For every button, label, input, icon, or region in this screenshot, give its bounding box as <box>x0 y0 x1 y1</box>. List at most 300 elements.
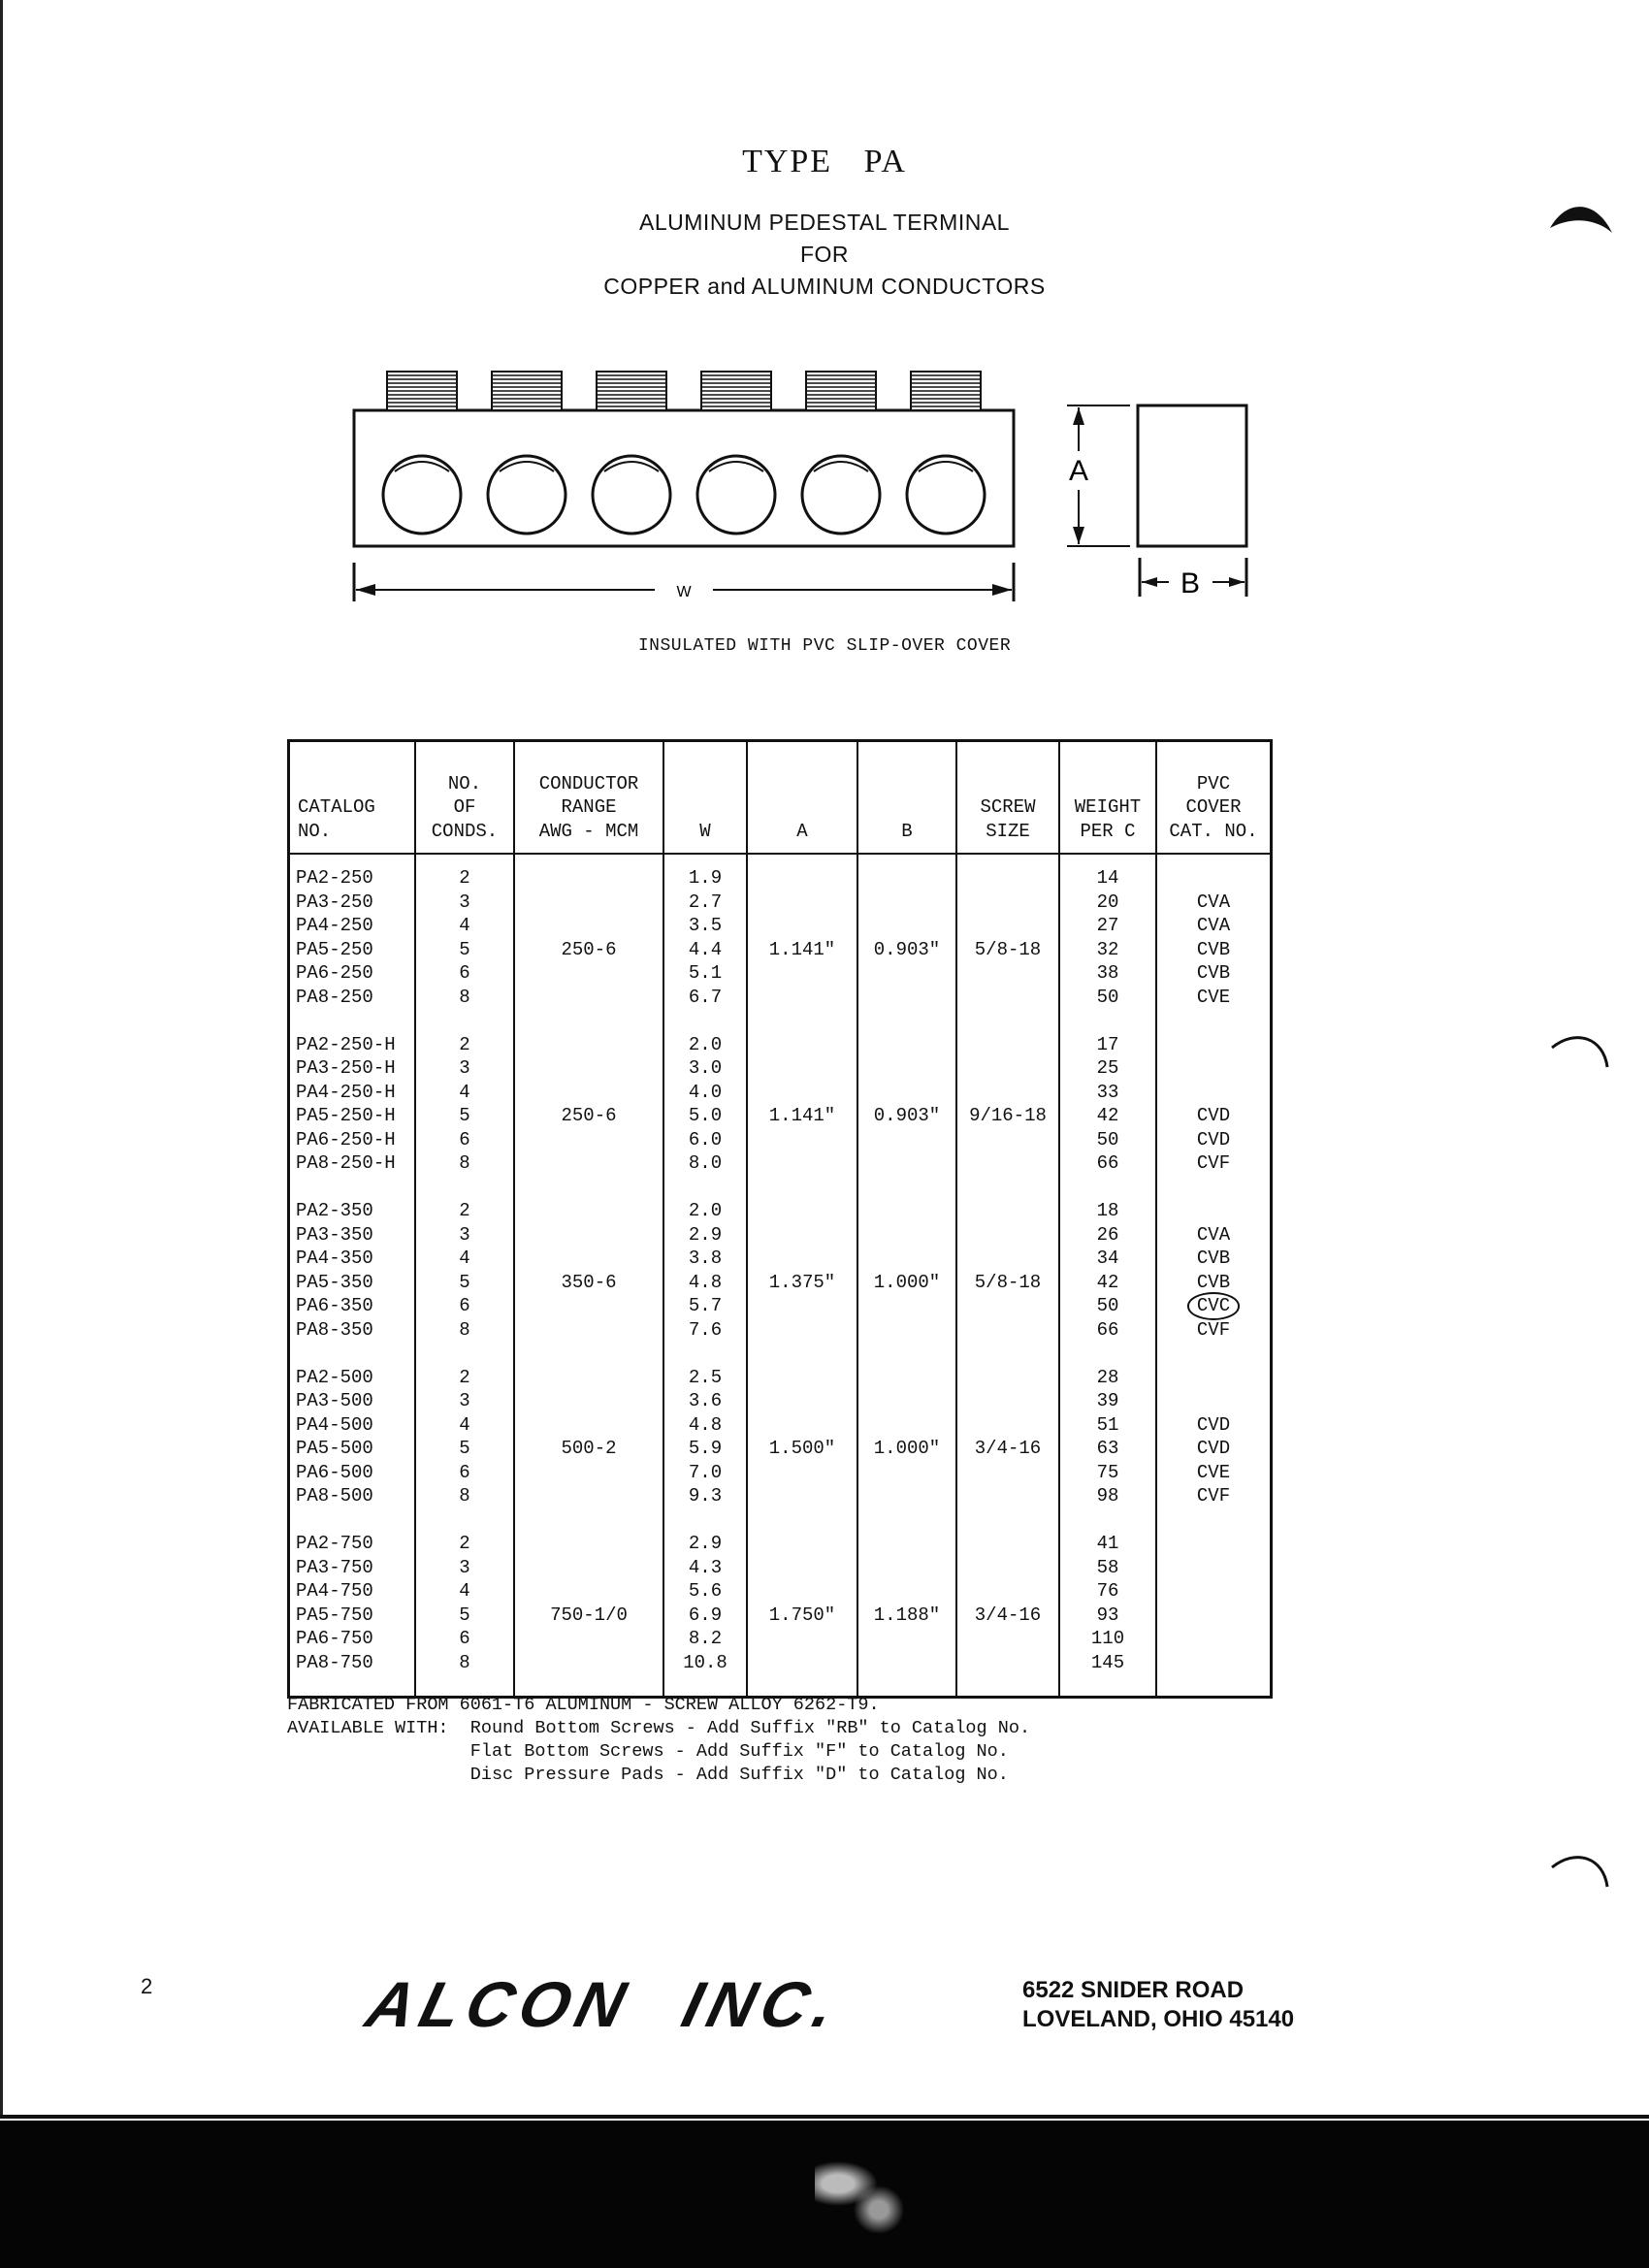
empty-cell <box>963 1247 1052 1271</box>
empty-cell <box>963 1556 1052 1580</box>
cell-range: 250-6 <box>561 938 617 960</box>
cell-catalog: PA6-750 <box>296 1628 373 1649</box>
table-body-row <box>289 854 1272 1698</box>
cell-catalog: PA4-350 <box>296 1247 373 1269</box>
cell-screw: 5/8-18 <box>974 1271 1042 1293</box>
scan-edge-rule <box>0 2115 1649 2119</box>
cell-weight: 58 <box>1096 1556 1119 1578</box>
cell-weight: 20 <box>1096 891 1119 913</box>
terminal-diagram <box>344 359 1276 611</box>
empty-cell <box>864 1199 950 1223</box>
cell-weight: 32 <box>1096 938 1119 960</box>
cell-conds: 3 <box>459 1057 470 1079</box>
group-spacer <box>963 1342 1052 1366</box>
empty-cell <box>521 1056 657 1081</box>
cell-weight: 18 <box>1096 1200 1119 1221</box>
cell-w: 8.0 <box>688 1152 723 1174</box>
empty-cell <box>963 961 1052 986</box>
cell-catalog: PA5-750 <box>296 1604 373 1626</box>
cell-pvc: CVD <box>1196 1413 1231 1436</box>
empty-cell <box>754 1056 851 1081</box>
column-a <box>747 854 857 1698</box>
diagram-caption: INSULATED WITH PVC SLIP-OVER COVER <box>637 636 1012 656</box>
empty-cell <box>864 914 950 938</box>
cell-catalog: PA5-250 <box>296 938 373 960</box>
cell-w: 4.0 <box>688 1081 723 1103</box>
cell-conds: 4 <box>459 915 470 936</box>
cell-w: 4.8 <box>688 1413 723 1436</box>
group-spacer <box>670 1009 740 1033</box>
group-spacer <box>1163 1176 1264 1200</box>
group-spacer <box>296 1009 408 1033</box>
group-spacer <box>864 1176 950 1200</box>
empty-cell <box>521 1366 657 1390</box>
cell-conds: 8 <box>459 1318 470 1341</box>
cell-weight: 51 <box>1096 1413 1119 1436</box>
cell-conds: 6 <box>459 1461 470 1483</box>
group-spacer <box>670 1508 740 1533</box>
empty-cell <box>864 1366 950 1390</box>
screw-icon <box>806 372 876 410</box>
empty-cell <box>754 1556 851 1580</box>
cell-weight: 26 <box>1096 1223 1119 1246</box>
cell-a: 1.750" <box>768 1604 836 1626</box>
empty-cell <box>963 1081 1052 1105</box>
cell-w: 2.0 <box>688 1033 723 1055</box>
cell-pvc <box>1163 1366 1264 1390</box>
subtitle-line-3: COPPER and ALUMINUM CONDUCTORS <box>603 274 1046 299</box>
cell-catalog: PA6-250-H <box>296 1128 396 1150</box>
group-spacer <box>1163 1009 1264 1033</box>
empty-cell <box>864 1579 950 1604</box>
conductor-hole-icon <box>488 456 566 534</box>
empty-cell <box>754 1627 851 1651</box>
cell-weight: 27 <box>1096 915 1119 936</box>
cell-catalog: PA2-750 <box>296 1533 373 1554</box>
empty-cell <box>864 1151 950 1176</box>
cell-w: 9.3 <box>688 1485 723 1507</box>
cell-pvc <box>1163 1556 1264 1580</box>
group-spacer <box>422 1009 507 1033</box>
empty-cell <box>963 866 1052 891</box>
empty-cell <box>864 986 950 1010</box>
cell-conds: 3 <box>459 1223 470 1246</box>
empty-cell <box>963 1151 1052 1176</box>
empty-cell <box>521 866 657 891</box>
side-view <box>1067 405 1246 599</box>
header-conds: NO. OF CONDS. <box>415 741 514 855</box>
empty-cell <box>754 1651 851 1675</box>
cell-conds: 6 <box>459 1628 470 1649</box>
group-spacer <box>296 1342 408 1366</box>
cell-a: 1.500" <box>768 1438 836 1459</box>
header-screw: SCREW SIZE <box>956 741 1059 855</box>
cell-weight: 28 <box>1096 1366 1119 1388</box>
cell-screw: 3/4-16 <box>974 1438 1042 1459</box>
dimension-w <box>354 563 1014 601</box>
empty-cell <box>521 1627 657 1651</box>
empty-cell <box>754 1413 851 1438</box>
cell-b: 1.188" <box>873 1604 941 1626</box>
screw-icon <box>911 372 981 410</box>
cell-conds: 8 <box>459 986 470 1008</box>
empty-cell <box>521 1199 657 1223</box>
empty-cell <box>521 1151 657 1176</box>
empty-cell <box>521 961 657 986</box>
cell-catalog: PA5-500 <box>296 1438 373 1459</box>
screw-icon <box>701 372 771 410</box>
cell-pvc: CVB <box>1196 1247 1231 1269</box>
cell-catalog: PA2-350 <box>296 1200 373 1221</box>
empty-cell <box>864 891 950 915</box>
group-spacer <box>963 1176 1052 1200</box>
column-b <box>857 854 956 1698</box>
cell-w: 10.8 <box>683 1651 728 1673</box>
empty-cell <box>963 1199 1052 1223</box>
cell-conds: 2 <box>459 1533 470 1554</box>
empty-cell <box>754 1461 851 1485</box>
cell-conds: 5 <box>459 1105 470 1126</box>
group-spacer <box>521 1342 657 1366</box>
page-number: 2 <box>141 1974 153 1998</box>
cell-weight: 93 <box>1096 1604 1119 1626</box>
cell-pvc <box>1163 1651 1264 1675</box>
conductor-hole-icon <box>907 456 985 534</box>
cell-a: 1.141" <box>768 1105 836 1126</box>
empty-cell <box>963 1627 1052 1651</box>
empty-cell <box>963 1579 1052 1604</box>
empty-cell <box>521 1413 657 1438</box>
cell-conds: 2 <box>459 1366 470 1388</box>
cell-weight: 38 <box>1096 962 1119 984</box>
screw-icon <box>597 372 666 410</box>
cell-weight: 50 <box>1096 986 1119 1008</box>
cell-w: 4.8 <box>688 1271 723 1293</box>
cell-conds: 5 <box>459 938 470 960</box>
header-catalog: CATALOG NO. <box>289 741 416 855</box>
empty-cell <box>963 1366 1052 1390</box>
cell-pvc: CVA <box>1196 891 1231 913</box>
cell-weight: 75 <box>1096 1461 1119 1483</box>
cell-w: 4.3 <box>688 1556 723 1578</box>
cell-weight: 42 <box>1096 1105 1119 1126</box>
group-spacer <box>864 1508 950 1533</box>
header-pvc: PVC COVER CAT. NO. <box>1156 741 1272 855</box>
cell-catalog: PA4-250-H <box>296 1081 396 1103</box>
cell-w: 2.7 <box>688 891 723 913</box>
group-spacer <box>864 1342 950 1366</box>
cell-conds: 8 <box>459 1485 470 1507</box>
cell-pvc <box>1163 866 1264 891</box>
cell-catalog: PA4-500 <box>296 1413 373 1436</box>
empty-cell <box>864 1627 950 1651</box>
column-weight <box>1059 854 1156 1698</box>
cell-conds: 4 <box>459 1580 470 1602</box>
group-spacer <box>1066 1508 1149 1533</box>
cell-catalog: PA8-250 <box>296 986 373 1008</box>
cell-w: 4.4 <box>688 938 723 960</box>
empty-cell <box>864 1056 950 1081</box>
cell-weight: 50 <box>1096 1295 1119 1316</box>
empty-cell <box>521 1651 657 1675</box>
cell-w: 8.2 <box>688 1628 723 1649</box>
cell-conds: 5 <box>459 1271 470 1293</box>
cell-w: 6.9 <box>688 1604 723 1626</box>
cell-range: 350-6 <box>561 1271 617 1293</box>
subtitle-line-1: ALUMINUM PEDESTAL TERMINAL <box>639 210 1010 235</box>
set-screws <box>387 372 981 410</box>
cell-pvc <box>1163 1532 1264 1556</box>
page-edge-rule <box>0 0 3 2115</box>
logo-word-alcon: ALCON <box>359 1968 639 2040</box>
column-range <box>514 854 663 1698</box>
logo-word-inc: INC. <box>675 1968 849 2040</box>
note-option-3: Disc Pressure Pads - Add Suffix "D" to Catalog No. <box>469 1765 1009 1785</box>
empty-cell <box>754 986 851 1010</box>
cell-w: 5.0 <box>688 1105 723 1126</box>
note-option-1: Round Bottom Screws - Add Suffix "RB" to Catalog No. <box>469 1718 1031 1738</box>
empty-cell <box>864 1223 950 1247</box>
cell-pvc <box>1163 1056 1264 1081</box>
group-spacer <box>670 1342 740 1366</box>
empty-cell <box>521 1128 657 1152</box>
column-conds <box>415 854 514 1698</box>
empty-cell <box>963 1461 1052 1485</box>
cell-w: 2.9 <box>688 1533 723 1554</box>
empty-cell <box>864 1128 950 1152</box>
empty-cell <box>963 1033 1052 1057</box>
group-spacer <box>670 1176 740 1200</box>
empty-cell <box>754 1247 851 1271</box>
group-spacer <box>521 1508 657 1533</box>
cell-pvc <box>1163 1627 1264 1651</box>
cell-catalog: PA8-500 <box>296 1485 373 1507</box>
cell-w: 1.9 <box>688 867 723 889</box>
notes-block <box>287 1694 1030 1787</box>
cell-catalog: PA5-250-H <box>296 1105 396 1126</box>
cell-weight: 41 <box>1096 1533 1119 1554</box>
empty-cell <box>963 1651 1052 1675</box>
empty-cell <box>963 986 1052 1010</box>
group-spacer <box>1066 1342 1149 1366</box>
conductor-hole-icon <box>593 456 670 534</box>
screw-icon <box>387 372 457 410</box>
empty-cell <box>864 1247 950 1271</box>
empty-cell <box>963 1223 1052 1247</box>
cell-screw: 9/16-18 <box>969 1105 1047 1126</box>
note-option-2: Flat Bottom Screws - Add Suffix "F" to Catalog No. <box>469 1741 1009 1762</box>
empty-cell <box>521 914 657 938</box>
column-w <box>663 854 747 1698</box>
cell-weight: 34 <box>1096 1247 1119 1269</box>
binder-ring-icon <box>1547 1028 1615 1086</box>
label-b: B <box>1180 567 1201 599</box>
empty-cell <box>864 866 950 891</box>
empty-cell <box>963 1389 1052 1413</box>
empty-cell <box>521 1532 657 1556</box>
cell-weight: 50 <box>1096 1128 1119 1150</box>
empty-cell <box>864 1484 950 1508</box>
cell-w: 5.6 <box>688 1580 723 1602</box>
table-header-row <box>289 741 1272 855</box>
cell-w: 6.0 <box>688 1128 723 1150</box>
cell-pvc: CVF <box>1196 1152 1231 1174</box>
cell-w: 7.6 <box>688 1318 723 1341</box>
empty-cell <box>754 1151 851 1176</box>
cell-a: 1.141" <box>768 938 836 960</box>
empty-cell <box>521 1579 657 1604</box>
binder-ring-icon <box>1547 1848 1615 1906</box>
cell-catalog: PA8-750 <box>296 1651 373 1673</box>
empty-cell <box>963 891 1052 915</box>
empty-cell <box>754 961 851 986</box>
cell-conds: 4 <box>459 1081 470 1103</box>
empty-cell <box>754 1366 851 1390</box>
conductor-hole-icon <box>697 456 775 534</box>
empty-cell <box>521 1223 657 1247</box>
cell-w: 2.0 <box>688 1200 723 1221</box>
cell-conds: 2 <box>459 1033 470 1055</box>
cell-w: 5.9 <box>688 1438 723 1459</box>
cell-weight: 39 <box>1096 1390 1119 1411</box>
cell-pvc: CVD <box>1196 1438 1231 1459</box>
cell-w: 2.5 <box>688 1366 723 1388</box>
empty-cell <box>963 914 1052 938</box>
group-spacer <box>1066 1176 1149 1200</box>
empty-cell <box>864 961 950 986</box>
empty-cell <box>521 1247 657 1271</box>
cell-catalog: PA5-350 <box>296 1271 373 1293</box>
cell-pvc <box>1163 1081 1264 1105</box>
note-available-label: AVAILABLE WITH: <box>287 1718 449 1738</box>
group-spacer <box>422 1342 507 1366</box>
cell-conds: 4 <box>459 1413 470 1436</box>
conductor-hole-icon <box>383 456 461 534</box>
address-line-2: LOVELAND, OHIO 45140 <box>1022 2006 1295 2032</box>
empty-cell <box>754 1199 851 1223</box>
cell-conds: 8 <box>459 1651 470 1673</box>
cell-conds: 3 <box>459 1556 470 1578</box>
cell-catalog: PA3-250 <box>296 891 373 913</box>
empty-cell <box>864 1532 950 1556</box>
cell-catalog: PA3-500 <box>296 1390 373 1411</box>
empty-cell <box>521 1318 657 1343</box>
empty-cell <box>754 1318 851 1343</box>
cell-w: 3.5 <box>688 915 723 936</box>
group-spacer <box>521 1176 657 1200</box>
cell-pvc: CVC <box>1163 1294 1264 1318</box>
cell-weight: 110 <box>1090 1628 1125 1649</box>
cell-catalog: PA3-250-H <box>296 1057 396 1079</box>
group-spacer <box>422 1508 507 1533</box>
cell-a: 1.375" <box>768 1271 836 1293</box>
cell-catalog: PA2-250-H <box>296 1033 396 1055</box>
cell-conds: 6 <box>459 1128 470 1150</box>
spec-table <box>287 739 1273 1699</box>
cell-b: 1.000" <box>873 1438 941 1459</box>
cell-conds: 2 <box>459 867 470 889</box>
empty-cell <box>864 1413 950 1438</box>
empty-cell <box>521 1484 657 1508</box>
empty-cell <box>754 1081 851 1105</box>
empty-cell <box>754 1294 851 1318</box>
empty-cell <box>521 1294 657 1318</box>
cell-pvc <box>1163 1033 1264 1057</box>
empty-cell <box>864 1461 950 1485</box>
group-spacer <box>1066 1009 1149 1033</box>
empty-cell <box>754 891 851 915</box>
cell-catalog: PA3-350 <box>296 1223 373 1246</box>
cell-pvc <box>1163 1579 1264 1604</box>
column-catalog <box>289 854 416 1698</box>
cell-b: 0.903" <box>873 938 941 960</box>
terminal-body <box>354 410 1014 546</box>
cell-catalog: PA2-500 <box>296 1366 373 1388</box>
empty-cell <box>754 1484 851 1508</box>
cell-w: 3.6 <box>688 1390 723 1411</box>
empty-cell <box>521 1389 657 1413</box>
cell-pvc: CVE <box>1196 1461 1231 1483</box>
subtitle-line-2: FOR <box>799 242 850 267</box>
cell-weight: 42 <box>1096 1271 1119 1293</box>
cell-weight: 25 <box>1096 1057 1119 1079</box>
cell-weight: 33 <box>1096 1081 1119 1103</box>
empty-cell <box>963 1294 1052 1318</box>
cell-catalog: PA3-750 <box>296 1556 373 1578</box>
cell-catalog: PA6-350 <box>296 1295 373 1316</box>
cell-weight: 17 <box>1096 1033 1119 1055</box>
cell-conds: 2 <box>459 1200 470 1221</box>
cell-catalog: PA4-750 <box>296 1580 373 1602</box>
cell-weight: 14 <box>1096 867 1119 889</box>
empty-cell <box>754 1128 851 1152</box>
cell-catalog: PA8-350 <box>296 1318 373 1341</box>
cell-pvc <box>1163 1604 1264 1628</box>
cell-conds: 5 <box>459 1438 470 1459</box>
note-fabricated: FABRICATED FROM 6061-T6 ALUMINUM - SCREW ALLOY 6262-T9. <box>287 1695 880 1715</box>
empty-cell <box>754 866 851 891</box>
column-screw <box>956 854 1059 1698</box>
group-spacer <box>754 1009 851 1033</box>
header-weight: WEIGHT PER C <box>1059 741 1156 855</box>
empty-cell <box>864 1081 950 1105</box>
cell-weight: 63 <box>1096 1438 1119 1459</box>
group-spacer <box>754 1176 851 1200</box>
empty-cell <box>963 1484 1052 1508</box>
header-b: B <box>857 741 956 855</box>
group-spacer <box>864 1009 950 1033</box>
page-title: TYPE PA <box>742 144 907 179</box>
scan-artifact <box>815 2149 931 2236</box>
empty-cell <box>963 1318 1052 1343</box>
cell-w: 6.7 <box>688 986 723 1008</box>
group-spacer <box>422 1176 507 1200</box>
empty-cell <box>864 1651 950 1675</box>
group-spacer <box>521 1009 657 1033</box>
cell-pvc: CVD <box>1196 1105 1231 1126</box>
header-range: CONDUCTOR RANGE AWG - MCM <box>514 741 663 855</box>
cell-catalog: PA2-250 <box>296 867 373 889</box>
empty-cell <box>864 1294 950 1318</box>
cell-range: 750-1/0 <box>550 1604 628 1626</box>
screw-icon <box>492 372 562 410</box>
cell-weight: 66 <box>1096 1152 1119 1174</box>
empty-cell <box>521 1461 657 1485</box>
empty-cell <box>864 1318 950 1343</box>
cell-catalog: PA6-250 <box>296 962 373 984</box>
empty-cell <box>963 1413 1052 1438</box>
cell-pvc: CVD <box>1196 1128 1231 1150</box>
